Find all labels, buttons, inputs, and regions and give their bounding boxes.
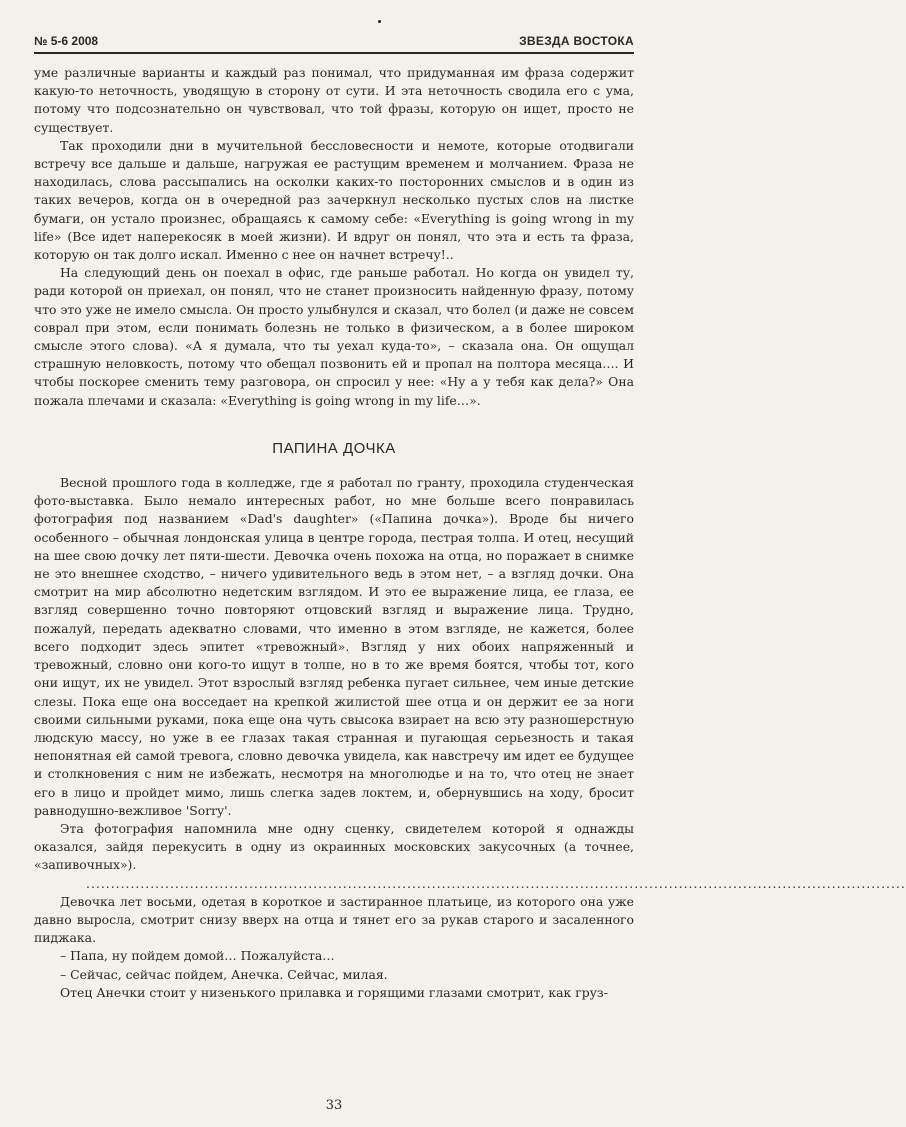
journal-title: ЗВЕЗДА ВОСТОКА	[519, 34, 634, 48]
paragraph: Весной прошлого года в колледже, где я работал по гранту, проходила студенческая фото-выставка. Было немало интересных работ, но мне больше всего понравилась фотография под названием «Dad's daughter» («Папина дочка»). Вроде бы ничего особенного – обычная лондонская улица в центре города, пестрая толпа. И отец, несущий на шее свою дочку лет пяти-шести. Девочка очень похожа на отца, но поражает в снимке не это внешнее сходство, – ничего удивительного ведь в этом нет, – а взгляд дочки. Она смотрит на мир абсолютно недетским взглядом. И это ее выражение лица, ее глаза, ее взгляд совершенно точно повторяют отцовский взгляд и выражение лица. Трудно, пожалуй, передать адекватно словами, что именно в этом взгляде, не кажется, более всего подходит здесь эпитет «тревожный». Взгляд у них обоих напряженный и тревожный, словно они кого-то ищут в толпе, но в то же время боятся, чтобы тот, кого они ищут, их не увидел. Этот взрослый взгляд ребенка пугает сильнее, чем иные детские слезы. Пока еще она восседает на крепкой жилистой шее отца и он держит ее за ноги своими сильными руками, пока еще она чуть свысока взирает на всю эту разношерстную людскую массу, но уже в ее глазах такая странная и пугающая серьезность и такая непонятная ей самой тревога, словно девочка увидела, как навстречу им идет ее будущее и столкновения с ним не избежать, несмотря на многолюдье и на то, что отец не знает его в лицо и пройдет мимо, лишь слегка задев локтем, и, обернувшись на ходу, бросит равнодушно-вежливое 'Sorry'.	[34, 475, 634, 818]
paragraph: Отец Анечки стоит у низенького прилавка и горящими глазами смотрит, как груз-	[60, 984, 608, 1000]
print-mark	[378, 20, 381, 23]
dotted-divider: ......................................................................................................................................................................	[86, 875, 906, 891]
section-title: ПАПИНА ДОЧКА	[272, 439, 396, 457]
paragraph: Так проходили дни в мучительной бессловесности и немоте, которые отодвигали встречу все дальше и дальше, нагружая ее растущим временем и молчанием. Фраза не находилась, слова рассыпались на осколки каких-то посторонних смыслов и в один из таких вечеров, когда он в очередной раз зачеркнул несколько пустых слов на листке бумаги, он устало произнес, обращаясь к самому себе: «Everything is going wrong in my life» (Все идет наперекосяк в моей жизни). И вдруг он понял, что эта и есть та фраза, которую он так долго искал. Именно с нее он начнет встречу!..	[34, 137, 634, 263]
dialogue-line: – Папа, ну пойдем домой… Пожалуйста…	[60, 948, 335, 964]
issue-number: № 5-6 2008	[34, 34, 99, 48]
paragraph: уме различные варианты и каждый раз понимал, что придуманная им фраза содержит какую-то неточность, уводящую в сторону от сути. И эта неточность сводила его с ума, потому что подсознательно он чувствовал, что той фразы, которую он ищет, просто не существует.	[34, 65, 634, 135]
paragraph: Девочка лет восьми, одетая в короткое и застиранное платьице, из которого она уже давно выросла, смотрит снизу вверх на отца и тянет его за рукав старого и засаленного пиджака.	[34, 893, 634, 946]
paragraph: Эта фотография напомнила мне одну сценку, свидетелем которой я однажды оказался, зайдя перекусить в одну из окраинных московских закусочных (а точнее, «запивочных»).	[34, 820, 634, 873]
page-header	[34, 34, 634, 54]
article-body	[34, 64, 906, 1002]
page-number: 33	[325, 1098, 343, 1113]
dialogue-line: – Сейчас, сейчас пойдем, Анечка. Сейчас, милая.	[60, 966, 388, 982]
paragraph: На следующий день он поехал в офис, где раньше работал. Но когда он увидел ту, ради которой он приехал, он понял, что не станет произносить найденную фразу, потому что это уже не имело смысла. Он просто улыбнулся и сказал, что болел (и даже не совсем соврал при этом, если понимать болезнь не только в физическом, а в более широком смысле этого слова). «А я думала, что ты уехал куда-то», – сказала она. Он ощущал страшную неловкость, потому что обещал позвонить ей и пропал на полтора месяца…. И чтобы поскорее сменить тему разговора, он спросил у нее: «Ну а у тебя как дела?» Она пожала плечами и сказала: «Everything is going wrong in my life…».	[34, 265, 635, 408]
